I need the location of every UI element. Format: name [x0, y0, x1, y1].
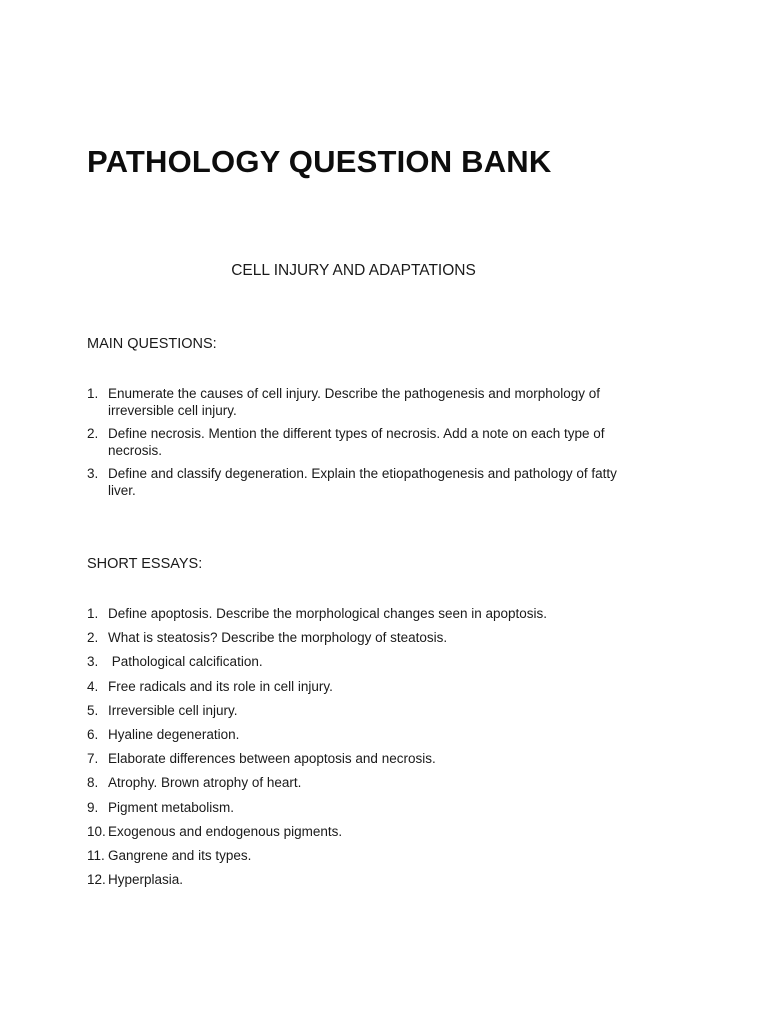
list-item [87, 426, 627, 459]
question-text: Elaborate differences between apoptosis and necrosis. [108, 751, 436, 767]
item-number: 4. [87, 678, 99, 694]
question-text: Irreversible cell injury. [108, 702, 238, 718]
item-number: 7. [87, 751, 99, 767]
item-number: 2. [87, 630, 99, 646]
question-text: Pathological calcification. [108, 654, 263, 670]
list-item [87, 872, 627, 896]
question-text: Define necrosis. Mention the different types of necrosis. Add a note on each type of necrosis. [108, 426, 605, 458]
item-number: 10. [87, 823, 106, 839]
question-text: Hyperplasia. [108, 872, 184, 888]
question-text: Enumerate the causes of cell injury. Describe the pathogenesis and morphology of irreversible cell injury. [108, 386, 601, 418]
list-item [87, 386, 627, 419]
list-item [87, 727, 627, 751]
item-number: 12. [87, 872, 106, 888]
list-item [87, 466, 627, 499]
question-text: What is steatosis? Describe the morphology of steatosis. [108, 630, 448, 646]
item-number: 1. [87, 386, 99, 401]
item-number: 6. [87, 726, 99, 742]
list-item [87, 630, 627, 654]
item-number: 9. [87, 799, 99, 815]
list-item [87, 775, 627, 799]
question-text: Define apoptosis. Describe the morphological changes seen in apoptosis. [108, 606, 548, 621]
list-item [87, 800, 627, 824]
question-text: Define and classify degeneration. Explain the etiopathogenesis and pathology of fatty liver. [108, 466, 617, 498]
question-text: Exogenous and endogenous pigments. [108, 823, 343, 839]
question-text: Hyaline degeneration. [108, 726, 240, 742]
list-item [87, 606, 627, 630]
short-essays-list [87, 606, 627, 896]
list-item [87, 679, 627, 703]
list-item [87, 848, 627, 872]
item-number: 1. [87, 606, 99, 621]
main-questions-list [87, 386, 627, 506]
list-item [87, 654, 627, 678]
question-text: Pigment metabolism. [108, 799, 235, 815]
item-number: 3. [87, 466, 99, 481]
list-item [87, 751, 627, 775]
short-essays-heading: SHORT ESSAYS: [87, 556, 203, 572]
item-number: 8. [87, 775, 99, 791]
page-title: PATHOLOGY QUESTION BANK [87, 144, 552, 179]
list-item [87, 703, 627, 727]
list-item [87, 824, 627, 848]
main-questions-heading: MAIN QUESTIONS: [87, 336, 217, 352]
question-text: Gangrene and its types. [108, 847, 252, 863]
item-number: 3. [87, 654, 99, 670]
question-text: Atrophy. Brown atrophy of heart. [108, 775, 302, 791]
item-number: 5. [87, 702, 99, 718]
chapter-heading: CELL INJURY AND ADAPTATIONS [231, 262, 476, 279]
question-text: Free radicals and its role in cell injury. [108, 678, 333, 694]
item-number: 11. [87, 847, 105, 863]
item-number: 2. [87, 426, 99, 441]
